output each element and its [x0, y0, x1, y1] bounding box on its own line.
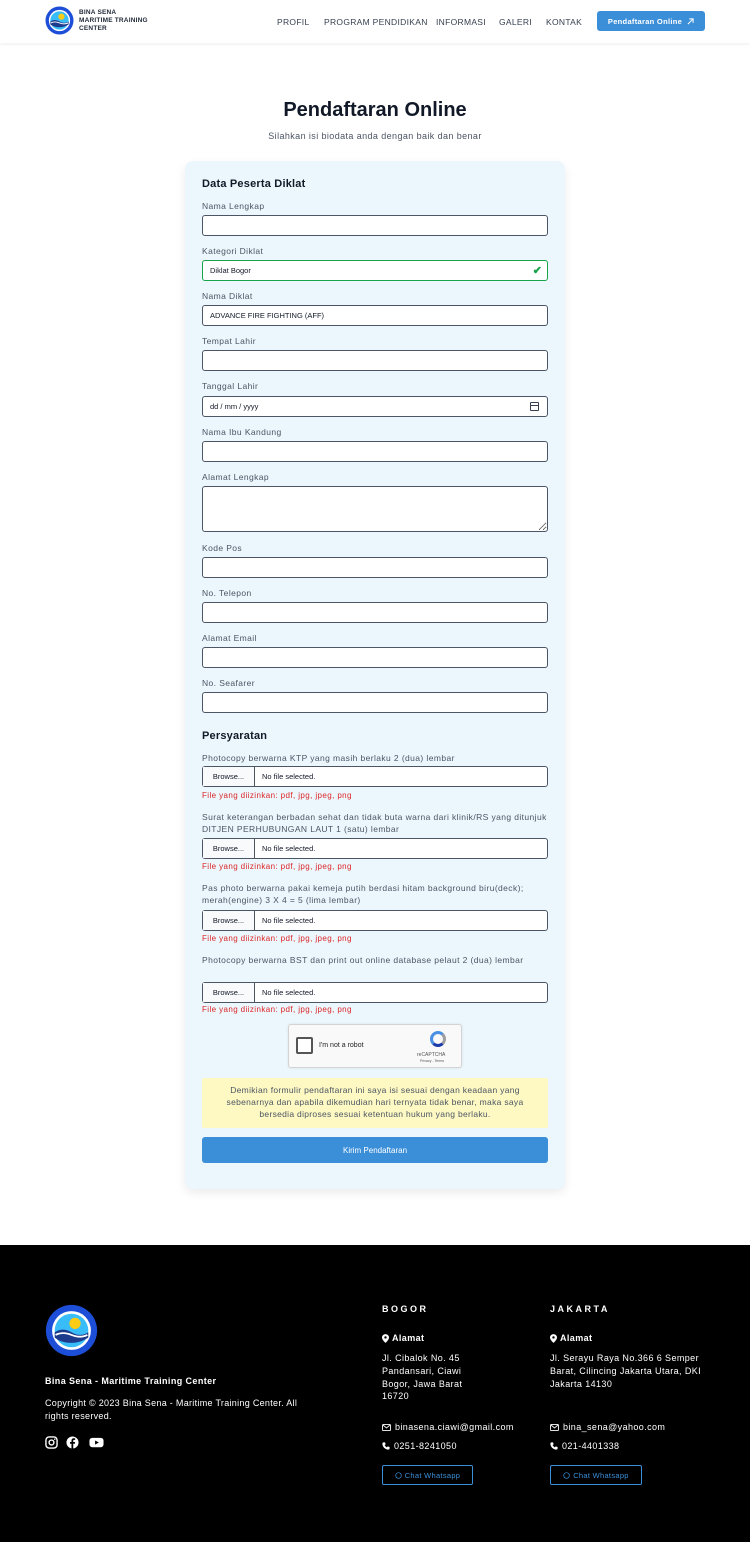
file-allowed-hint: File yang diizinkan: pdf, jpg, jpeg, png: [202, 862, 352, 871]
file-status: No file selected.: [262, 772, 316, 781]
site-header: [0, 0, 750, 43]
no-telepon-input[interactable]: [202, 602, 548, 623]
phone-text: 0251-8241050: [394, 1441, 457, 1451]
file-allowed-hint: File yang diizinkan: pdf, jpg, jpeg, png: [202, 934, 352, 943]
kategori-diklat-value: Diklat Bogor: [210, 266, 251, 275]
nav-profil[interactable]: PROFIL: [277, 17, 310, 27]
bina-sena-logo-icon[interactable]: [45, 6, 74, 35]
footer-bogor-title: BOGOR: [382, 1304, 429, 1314]
footer-jakarta-address: Jl. Serayu Raya No.366 6 Semper Barat, Cilincing Jakarta Utara, DKI Jakarta 14130: [550, 1353, 702, 1389]
footer-jakarta-whatsapp-button[interactable]: [550, 1465, 642, 1485]
pendaftaran-online-button[interactable]: [597, 11, 705, 31]
alamat-lengkap-textarea[interactable]: [202, 486, 548, 532]
whatsapp-icon: [563, 1472, 570, 1479]
instagram-icon[interactable]: [45, 1436, 58, 1449]
browse-button[interactable]: Browse...: [203, 839, 255, 858]
checkmark-icon: ✔: [532, 265, 542, 277]
label-nama-lengkap: Nama Lengkap: [202, 201, 265, 211]
declaration-notice: Demikian formulir pendaftaran ini saya isi sesuai dengan keadaan yang sebenarnya dan apabila dikemudian hari ternyata tidak benar, maka saya bersedia diproses sesuai ketentuan hukum yang berlaku.: [202, 1078, 548, 1128]
alamat-email-input[interactable]: [202, 647, 548, 668]
label-kategori-diklat: Kategori Diklat: [202, 246, 264, 256]
brand-line: CENTER: [79, 25, 107, 32]
footer-jakarta-email[interactable]: [550, 1422, 665, 1432]
envelope-icon: [550, 1424, 559, 1431]
email-text: bina_sena@yahoo.com: [563, 1422, 666, 1432]
label-alamat-lengkap: Alamat Lengkap: [202, 472, 270, 482]
recaptcha-widget: [288, 1024, 462, 1068]
phone-text: 021-4401338: [562, 1441, 620, 1451]
whatsapp-icon: [395, 1472, 402, 1479]
kategori-diklat-select[interactable]: [202, 260, 548, 281]
arrow-up-right-icon: [687, 18, 694, 25]
file-input-pas-photo[interactable]: [202, 910, 548, 931]
label-no-seafarer: No. Seafarer: [202, 678, 255, 688]
footer-bogor-whatsapp-button[interactable]: [382, 1465, 473, 1485]
nama-lengkap-input[interactable]: [202, 215, 548, 236]
phone-icon: [550, 1442, 558, 1450]
label-kode-pos: Kode Pos: [202, 543, 243, 553]
nama-diklat-select[interactable]: ADVANCE FIRE FIGHTING (AFF): [202, 305, 548, 326]
requirement-label: Pas photo berwarna pakai kemeja putih berdasi hitam background biru(deck); merah(engine) 3 X 4 = 5 (lima lembar): [202, 883, 524, 905]
file-allowed-hint: File yang diizinkan: pdf, jpg, jpeg, png: [202, 1005, 352, 1014]
requirement-label: Photocopy berwarna KTP yang masih berlaku 2 (dua) lembar: [202, 753, 455, 763]
map-pin-icon: [382, 1334, 389, 1343]
label-tanggal-lahir: Tanggal Lahir: [202, 381, 259, 391]
kirim-pendaftaran-button[interactable]: Kirim Pendaftaran: [202, 1137, 548, 1163]
youtube-icon[interactable]: [89, 1436, 104, 1449]
file-status: No file selected.: [262, 844, 316, 853]
requirement-label: Surat keterangan berbadan sehat dan tidak buta warna dari klinik/RS yang ditunjuk DITJEN PERHUBUNGAN LAUT 1 (satu) lembar: [202, 812, 547, 834]
no-seafarer-input[interactable]: [202, 692, 548, 713]
footer-copyright: Copyright © 2023 Bina Sena - Maritime Training Center. All rights reserved.: [45, 1398, 298, 1421]
nav-program-pendidikan[interactable]: PROGRAM PENDIDIKAN: [324, 17, 428, 27]
address-heading-label: Alamat: [392, 1333, 425, 1343]
browse-button[interactable]: Browse...: [203, 767, 255, 786]
whatsapp-label: Chat Whatsapp: [404, 1470, 461, 1480]
site-footer: [0, 1245, 750, 1542]
page-title: Pendaftaran Online: [283, 99, 467, 121]
phone-icon: [382, 1442, 390, 1450]
email-text: binasena.ciawi@gmail.com: [395, 1422, 514, 1432]
bina-sena-logo-icon: [45, 1304, 98, 1357]
recaptcha-logo-icon: [430, 1031, 446, 1047]
label-tempat-lahir: Tempat Lahir: [202, 336, 256, 346]
section-data-peserta: Data Peserta Diklat: [202, 178, 306, 190]
file-allowed-hint: File yang diizinkan: pdf, jpg, jpeg, png: [202, 791, 352, 800]
footer-jakarta-phone[interactable]: [550, 1441, 619, 1451]
file-input-surat-sehat[interactable]: [202, 838, 548, 859]
label-no-telepon: No. Telepon: [202, 588, 252, 598]
footer-company-name: Bina Sena - Maritime Training Center: [45, 1376, 217, 1386]
file-input-ktp[interactable]: [202, 766, 548, 787]
browse-button[interactable]: Browse...: [203, 911, 255, 930]
requirement-label: Photocopy berwarna BST dan print out online database pelaut 2 (dua) lembar: [202, 955, 524, 965]
tanggal-lahir-date-input[interactable]: [202, 396, 548, 417]
tempat-lahir-input[interactable]: [202, 350, 548, 371]
cta-label: Pendaftaran Online: [607, 16, 683, 26]
date-placeholder: dd / mm / yyyy: [210, 402, 259, 411]
footer-jakarta-address-heading: [550, 1333, 592, 1343]
footer-bogor-address: Jl. Cibalok No. 45 Pandansari, Ciawi Bogor, Jawa Barat 16720: [382, 1353, 463, 1402]
envelope-icon: [382, 1424, 391, 1431]
file-status: No file selected.: [262, 916, 316, 925]
footer-bogor-phone[interactable]: [382, 1441, 457, 1451]
file-input-bst[interactable]: [202, 982, 548, 1003]
nav-galeri[interactable]: GALERI: [499, 17, 532, 27]
footer-bogor-address-heading: [382, 1333, 424, 1343]
whatsapp-label: Chat Whatsapp: [573, 1470, 629, 1480]
label-nama-diklat: Nama Diklat: [202, 291, 253, 301]
footer-bogor-email[interactable]: [382, 1422, 514, 1432]
browse-button[interactable]: Browse...: [203, 983, 255, 1002]
footer-jakarta-title: JAKARTA: [550, 1304, 610, 1314]
recaptcha-label: I'm not a robot: [319, 1042, 364, 1049]
brand-line: BINA SENA: [79, 9, 117, 16]
file-status: No file selected.: [262, 988, 316, 997]
recaptcha-checkbox[interactable]: [296, 1037, 313, 1054]
map-pin-icon: [550, 1334, 557, 1343]
nav-informasi[interactable]: INFORMASI: [436, 17, 486, 27]
calendar-icon[interactable]: [530, 402, 539, 411]
section-persyaratan: Persyaratan: [202, 730, 268, 742]
brand-name[interactable]: [79, 9, 148, 33]
brand-line: MARITIME TRAINING: [79, 17, 148, 24]
kode-pos-input[interactable]: [202, 557, 548, 578]
facebook-icon[interactable]: [66, 1436, 79, 1449]
label-alamat-email: Alamat Email: [202, 633, 257, 643]
address-heading-label: Alamat: [560, 1333, 593, 1343]
nav-kontak[interactable]: KONTAK: [546, 17, 583, 27]
nama-ibu-kandung-input[interactable]: [202, 441, 548, 462]
page-subtitle: Silahkan isi biodata anda dengan baik dan benar: [268, 131, 482, 141]
recaptcha-brand: reCAPTCHA: [417, 1052, 446, 1058]
label-nama-ibu-kandung: Nama Ibu Kandung: [202, 427, 282, 437]
recaptcha-terms-link[interactable]: Privacy - Terms: [420, 1059, 445, 1063]
